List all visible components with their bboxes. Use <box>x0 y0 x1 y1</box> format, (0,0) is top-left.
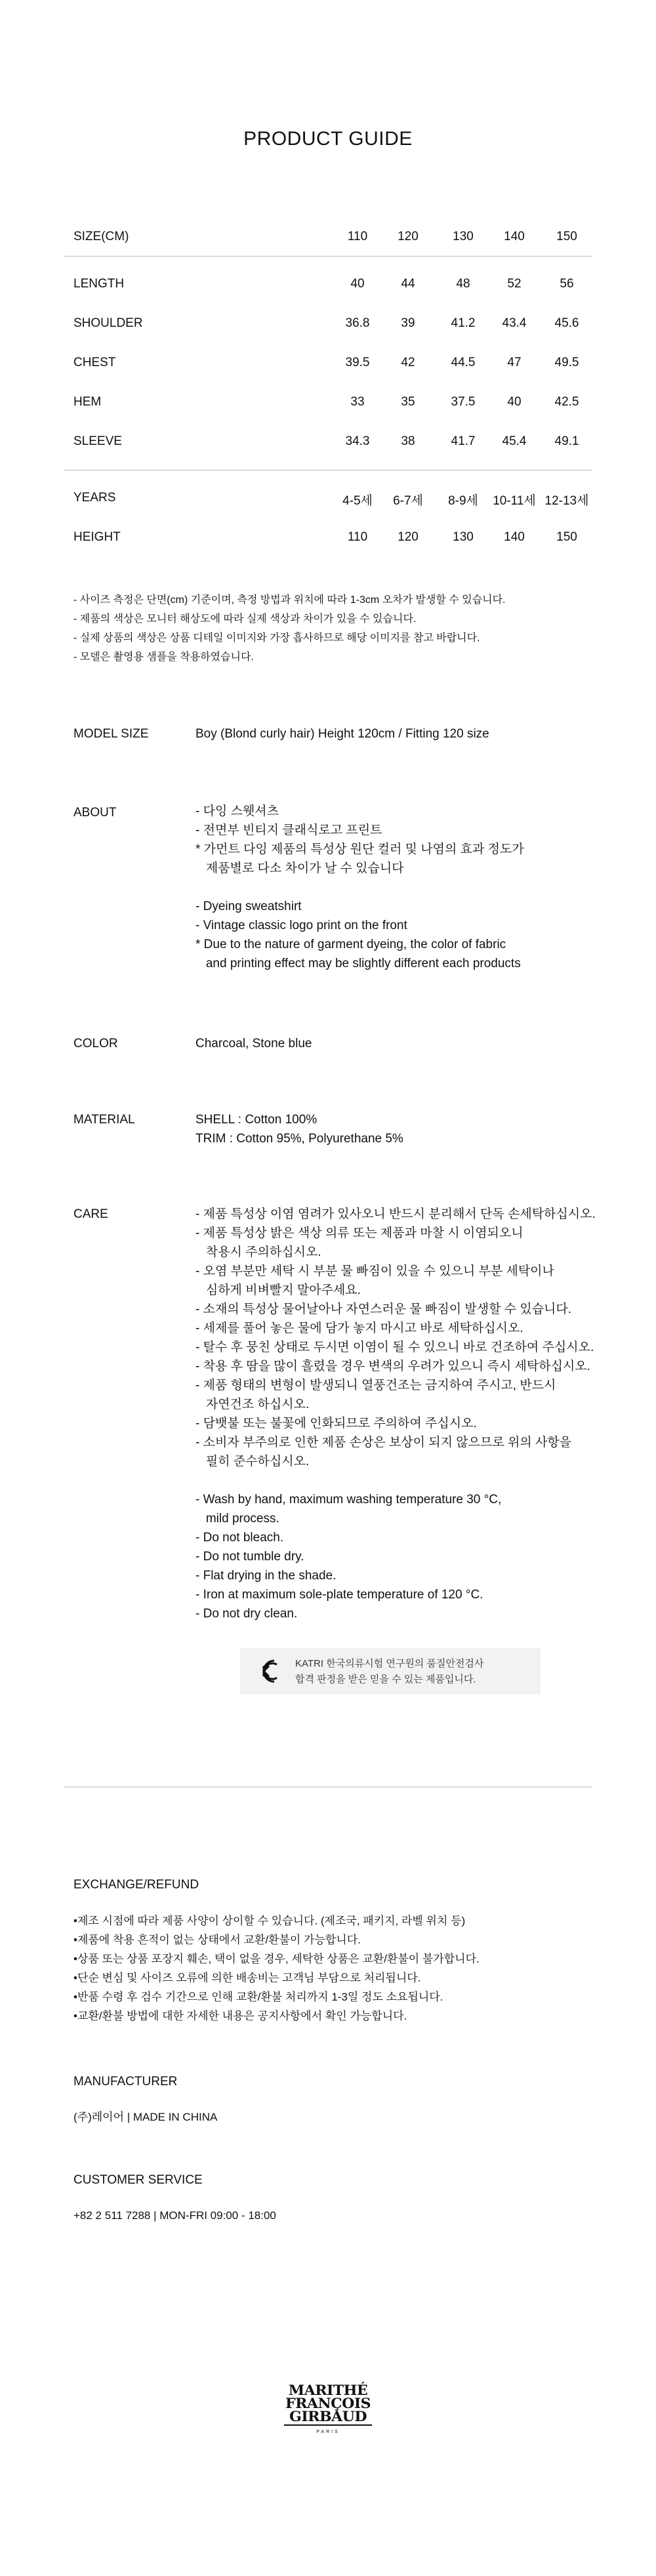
table-cell: 40 <box>507 395 522 409</box>
size-notes <box>73 591 506 667</box>
size-header-cell: 120 <box>398 230 419 243</box>
size-header-cell: 140 <box>504 230 525 243</box>
table-cell: 120 <box>398 530 419 544</box>
care-line: - Flat drying in the shade. <box>195 1569 337 1583</box>
brand-logo-line: FRANÇOIS <box>285 2395 371 2411</box>
care-line: - 세제를 풀어 놓은 물에 담가 놓지 마시고 바로 세탁하십시오. <box>195 1321 523 1335</box>
row-label: SLEEVE <box>73 434 122 448</box>
care-line: mild process. <box>195 1512 279 1526</box>
table-cell: 44.5 <box>451 356 476 369</box>
exchange-label: EXCHANGE/REFUND <box>73 1878 199 1892</box>
table-cell: 37.5 <box>451 395 476 409</box>
table-cell: 10-11세 <box>493 494 536 508</box>
care-line: - Do not dry clean. <box>195 1607 298 1621</box>
manufacturer-value: (주)레이어 | MADE IN CHINA <box>73 2111 218 2123</box>
table-cell: 12-13세 <box>544 494 589 508</box>
table-cell: 52 <box>507 277 522 291</box>
care-line: - 제품 특성상 이염 염려가 있사오니 반드시 분리해서 단독 손세탁하십시오. <box>195 1207 596 1221</box>
row-label: YEARS <box>73 491 116 505</box>
table-cell: 130 <box>453 530 474 544</box>
table-cell: 43.4 <box>502 316 527 330</box>
care-line: - 제품 형태의 변형이 발생되니 열풍건조는 금지하여 주시고, 반드시 <box>195 1379 556 1392</box>
brand-logo-line: GIRBAUD <box>289 2408 367 2424</box>
table-cell: 39.5 <box>345 356 370 369</box>
note-line: - 모델은 촬영용 샘플을 착용하였습니다. <box>73 652 254 663</box>
table-cell: 49.5 <box>554 356 579 369</box>
note-line: - 사이즈 측정은 단면(cm) 기준이며, 측정 방법과 위치에 따라 1-3cm 오차가 발생할 수 있습니다. <box>73 594 506 606</box>
material-line: TRIM : Cotton 95%, Polyurethane 5% <box>195 1132 403 1146</box>
note-line: - 제품의 색상은 모니터 해상도에 따라 실제 색상과 차이가 있을 수 있습니다. <box>73 613 417 625</box>
care-line <box>195 1471 596 1490</box>
kc-mark-icon <box>255 1655 283 1687</box>
care-line: 착용시 주의하십시오. <box>195 1245 321 1259</box>
brand-logo-rule <box>284 2424 372 2426</box>
care-line: 필히 준수하십시오. <box>195 1455 310 1468</box>
about-line: - 전면부 빈티지 클래식로고 프린트 <box>195 823 382 837</box>
table-cell: 150 <box>556 530 577 544</box>
table-cell: 4-5세 <box>342 494 373 508</box>
care-line: - 소재의 특성상 물어날아나 자연스러운 물 빠짐이 발생할 수 있습니다. <box>195 1302 572 1316</box>
material-text <box>195 1110 403 1148</box>
table-divider <box>64 256 592 257</box>
about-line: - Vintage classic logo print on the front <box>195 919 407 932</box>
table-cell: 33 <box>350 395 365 409</box>
table-cell: 42 <box>401 356 415 369</box>
size-header-cell: 110 <box>347 230 368 243</box>
exchange-text <box>73 1911 480 2025</box>
material-label: MATERIAL <box>73 1113 135 1127</box>
kc-line: KATRI 한국의류시험 연구원의 품질안전검사 <box>295 1658 484 1669</box>
table-cell: 44 <box>401 277 415 291</box>
customer-service-value: +82 2 511 7288 | MON-FRI 09:00 - 18:00 <box>73 2209 276 2222</box>
brand-logo-line: MARITHÉ <box>288 2382 368 2398</box>
table-cell: 42.5 <box>554 395 579 409</box>
row-label: HEIGHT <box>73 530 121 544</box>
table-cell: 36.8 <box>345 316 370 330</box>
table-cell: 48 <box>456 277 470 291</box>
care-text <box>195 1205 596 1623</box>
table-cell: 45.6 <box>554 316 579 330</box>
about-line: * Due to the nature of garment dyeing, the color of fabric <box>195 938 506 951</box>
exchange-line: •제조 시점에 따라 제품 사양이 상이할 수 있습니다. (제조국, 패키지, 라벨 위치 등) <box>73 1915 466 1927</box>
model-size-label: MODEL SIZE <box>73 727 149 741</box>
brand-logo-tagline: PARIS <box>316 2430 340 2434</box>
material-line: SHELL : Cotton 100% <box>195 1113 318 1127</box>
size-header-cell: 130 <box>453 230 474 243</box>
exchange-line: •단순 변심 및 사이즈 오류에 의한 배송비는 고객님 부담으로 처리됩니다. <box>73 1972 421 1984</box>
exchange-line: •상품 또는 상품 포장지 훼손, 택이 없을 경우, 세탁한 상품은 교환/환불이 불가합니다. <box>73 1953 480 1965</box>
care-line: - 소비자 부주의로 인한 제품 손상은 보상이 되지 않으므로 위의 사항을 <box>195 1436 572 1449</box>
about-line: 제품별로 다소 차이가 날 수 있습니다 <box>195 862 404 875</box>
table-cell: 41.7 <box>451 434 476 448</box>
row-label: CHEST <box>73 356 116 369</box>
about-label: ABOUT <box>73 806 117 820</box>
color-label: COLOR <box>73 1037 118 1050</box>
care-line: - 담뱃불 또는 불꽃에 인화되므로 주의하여 주십시오. <box>195 1417 477 1430</box>
about-line: and printing effect may be slightly different each products <box>195 957 521 970</box>
table-cell: 39 <box>401 316 415 330</box>
about-line: - Dyeing sweatshirt <box>195 900 302 913</box>
table-cell: 47 <box>507 356 522 369</box>
care-line: - Do not bleach. <box>195 1531 284 1545</box>
care-line: - Wash by hand, maximum washing temperature 30 °C, <box>195 1493 502 1506</box>
kc-text <box>295 1656 483 1688</box>
customer-service-label: CUSTOMER SERVICE <box>73 2173 203 2187</box>
table-cell: 8-9세 <box>448 494 478 508</box>
brand-logo <box>279 2384 377 2434</box>
page-title: PRODUCT GUIDE <box>243 128 413 150</box>
table-cell: 56 <box>560 277 574 291</box>
table-cell: 41.2 <box>451 316 476 330</box>
about-line: * 가먼트 다잉 제품의 특성상 원단 컬러 및 나염의 효과 정도가 <box>195 842 524 856</box>
size-header-label: SIZE(CM) <box>73 230 129 243</box>
care-line: - 착용 후 땀을 많이 흘렸을 경우 변색의 우려가 있으니 즉시 세탁하십시오. <box>195 1360 590 1373</box>
exchange-line: •제품에 착용 흔적이 없는 상태에서 교환/환불이 가능합니다. <box>73 1934 361 1946</box>
about-text <box>195 802 524 973</box>
row-label: SHOULDER <box>73 316 143 330</box>
kc-line: 합격 판정을 받은 믿을 수 있는 제품입니다. <box>295 1674 476 1685</box>
color-value: Charcoal, Stone blue <box>195 1037 312 1050</box>
kc-certification-box <box>240 1648 541 1694</box>
model-size-value: Boy (Blond curly hair) Height 120cm / Fitting 120 size <box>195 727 489 741</box>
care-line: 심하게 비벼빨지 말아주세요. <box>195 1283 361 1297</box>
table-cell: 38 <box>401 434 415 448</box>
model-size-text <box>195 724 489 743</box>
table-cell: 35 <box>401 395 415 409</box>
row-label: HEM <box>73 395 102 409</box>
care-line: - Do not tumble dry. <box>195 1550 304 1564</box>
manufacturer-label: MANUFACTURER <box>73 2075 178 2088</box>
about-line <box>195 878 524 897</box>
table-cell: 6-7세 <box>393 494 423 508</box>
row-label: LENGTH <box>73 277 125 291</box>
exchange-line: •반품 수령 후 검수 기간으로 인해 교환/환불 처리까지 1-3일 정도 소요됩니다. <box>73 1991 443 2003</box>
care-line: - 탈수 후 뭉친 상태로 두시면 이염이 될 수 있으니 바로 건조하여 주십시오. <box>195 1340 594 1354</box>
about-line: - 다잉 스웻셔츠 <box>195 804 279 818</box>
note-line: - 실제 상품의 색상은 상품 디테일 이미지와 가장 흡사하므로 해당 이미지를 참고 바랍니다. <box>73 633 480 644</box>
table-cell: 110 <box>347 530 368 544</box>
care-line: - Iron at maximum sole-plate temperature of 120 °C. <box>195 1588 483 1602</box>
care-line: - 오염 부분만 세탁 시 부분 물 빠짐이 있을 수 있으니 부분 세탁이나 <box>195 1264 554 1278</box>
exchange-line: •교환/환불 방법에 대한 자세한 내용은 공지사항에서 확인 가능합니다. <box>73 2010 407 2022</box>
size-header-cell: 150 <box>556 230 577 243</box>
care-label: CARE <box>73 1207 108 1221</box>
manufacturer-text <box>73 2108 217 2127</box>
care-line: - 제품 특성상 밝은 색상 의류 또는 제품과 마찰 시 이염되오니 <box>195 1226 523 1240</box>
table-cell: 140 <box>504 530 525 544</box>
color-text <box>195 1034 312 1053</box>
customer-service-text <box>73 2206 276 2225</box>
table-cell: 40 <box>350 277 365 291</box>
table-cell: 49.1 <box>554 434 579 448</box>
care-line: 자연건조 하십시오. <box>195 1398 310 1411</box>
table-cell: 34.3 <box>345 434 370 448</box>
table-cell: 45.4 <box>502 434 527 448</box>
